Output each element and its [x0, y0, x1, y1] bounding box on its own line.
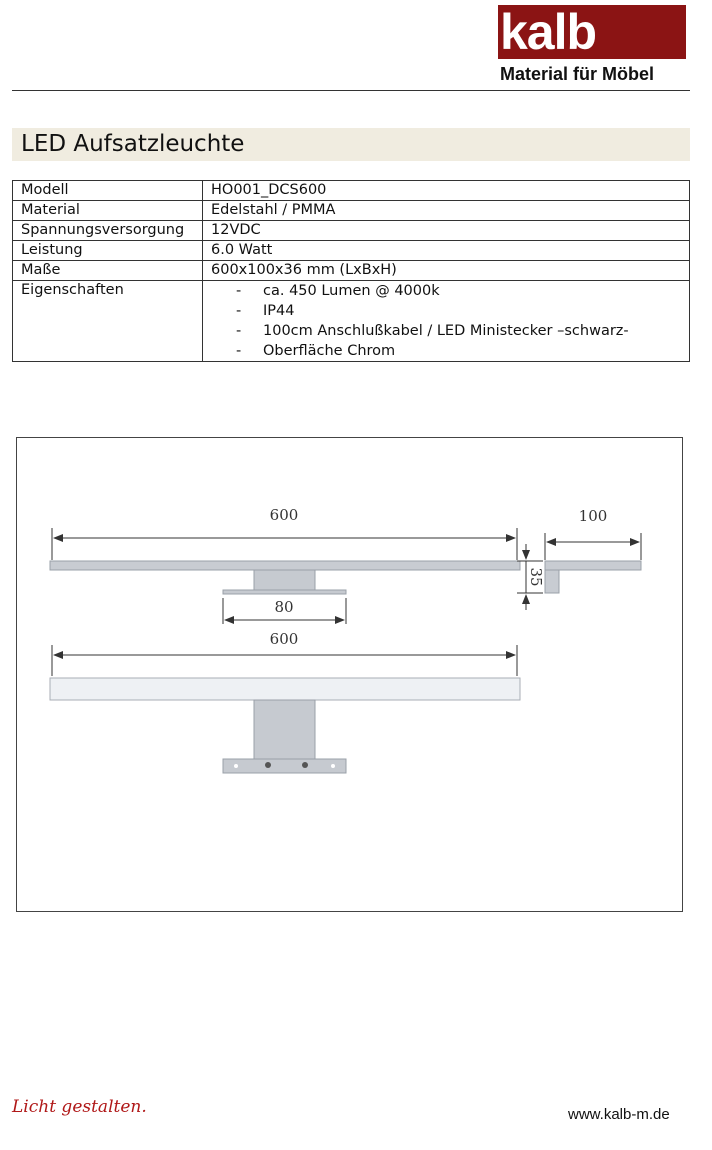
- dimension-label: 35: [527, 567, 545, 587]
- spec-label: Eigenschaften: [13, 281, 203, 362]
- spec-value: 6.0 Watt: [203, 241, 690, 261]
- properties-list: [211, 281, 681, 361]
- product-title: LED Aufsatzleuchte: [12, 128, 690, 161]
- height-dimension: [517, 544, 545, 610]
- mount-width-dimension: [223, 598, 346, 624]
- spec-label: Maße: [13, 261, 203, 281]
- spec-label: Leistung: [13, 241, 203, 261]
- spec-value: 12VDC: [203, 221, 690, 241]
- spec-row-modell: [13, 181, 690, 201]
- brand-tagline: Material für Möbel: [500, 64, 655, 84]
- list-item: - ca. 450 Lumen @ 4000k: [236, 281, 681, 301]
- dimension-label: 100: [578, 507, 608, 525]
- technical-drawing: [16, 437, 683, 912]
- lamp-front-view: [50, 678, 520, 773]
- depth-dimension: [545, 507, 641, 560]
- top-length-dimension: [52, 506, 517, 560]
- front-length-dimension: [52, 630, 517, 676]
- list-item: - Oberfläche Chrom: [236, 341, 681, 361]
- spec-row-spannung: [13, 221, 690, 241]
- lamp-side-profile: [545, 561, 641, 593]
- spec-row-material: [13, 201, 690, 221]
- spec-label: Material: [13, 201, 203, 221]
- dimension-label: 600: [269, 506, 299, 524]
- list-item: - 100cm Anschlußkabel / LED Ministecker –schwarz-: [236, 321, 681, 341]
- header-divider: [12, 90, 690, 91]
- spec-row-masse: [13, 261, 690, 281]
- spec-value: Edelstahl / PMMA: [203, 201, 690, 221]
- lamp-top-view: [50, 561, 520, 594]
- dimension-label: 80: [274, 598, 294, 616]
- brand-logo: kalb: [498, 5, 686, 59]
- list-item: - IP44: [236, 301, 681, 321]
- spec-row-eigenschaften: [13, 281, 690, 362]
- drawing-svg: [17, 438, 684, 913]
- spec-label: Spannungsversorgung: [13, 221, 203, 241]
- spec-label: Modell: [13, 181, 203, 201]
- spec-row-leistung: [13, 241, 690, 261]
- spec-value: HO001_DCS600: [203, 181, 690, 201]
- dimension-label: 600: [269, 630, 299, 648]
- spec-table: [12, 180, 690, 362]
- website-url: www.kalb-m.de: [568, 1106, 670, 1123]
- brand-slogan: Licht gestalten.: [12, 1097, 147, 1117]
- spec-value: [203, 281, 690, 362]
- spec-value: 600x100x36 mm (LxBxH): [203, 261, 690, 281]
